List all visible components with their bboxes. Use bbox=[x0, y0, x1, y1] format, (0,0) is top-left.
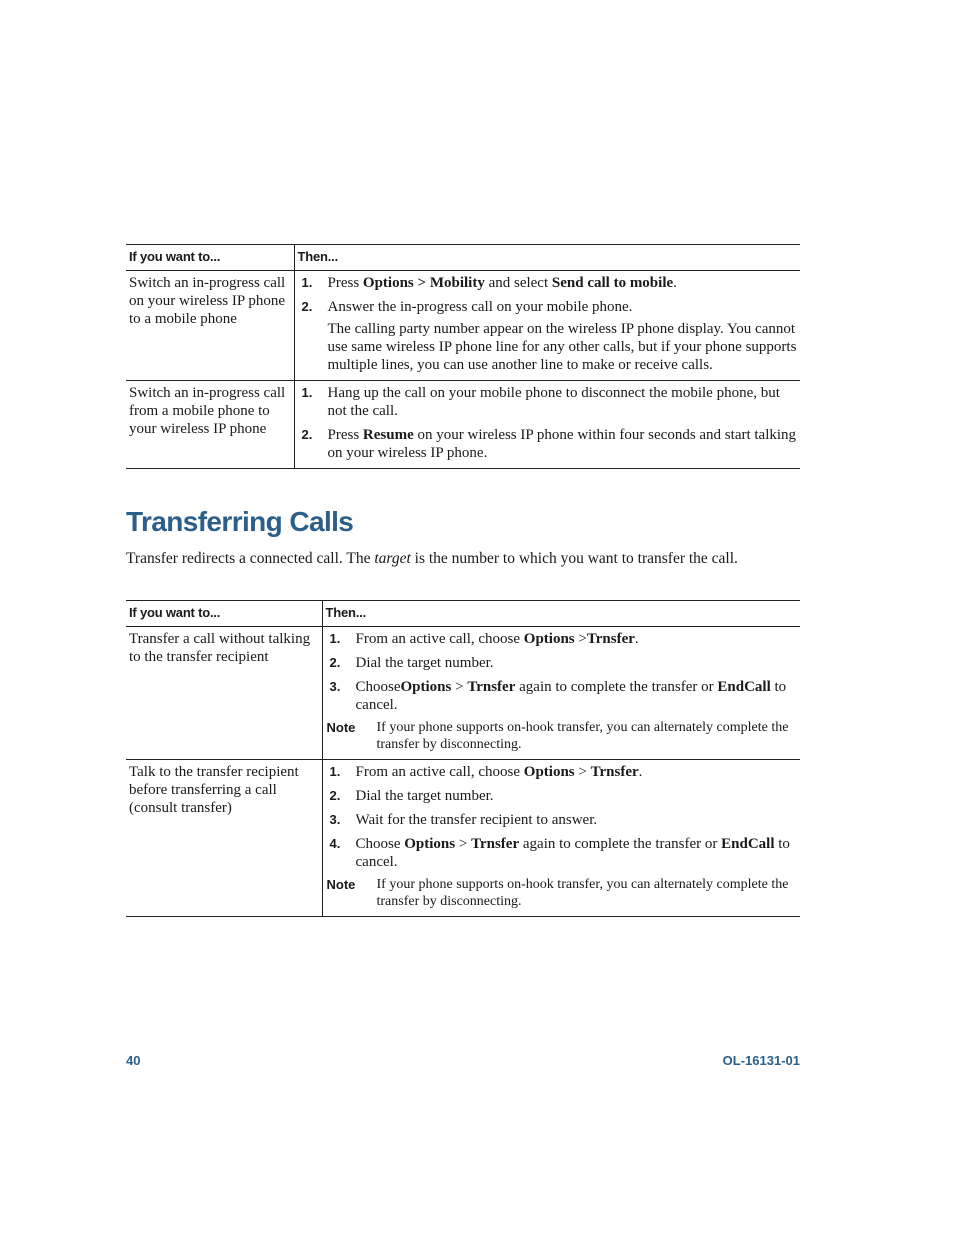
ui-term: EndCall bbox=[717, 679, 771, 695]
text-run: From an active call, choose bbox=[355, 631, 524, 647]
step-detail: The calling party number appear on the wireless IP phone display. You cannot use same wireless IP phone line for any other calls, but if your phone supports multiple lines, you can use another line to make or receive calls. bbox=[327, 321, 797, 373]
ui-term: Trnsfer bbox=[471, 836, 520, 852]
step-item bbox=[298, 384, 798, 420]
column-header-then: Then... bbox=[322, 601, 800, 627]
text-run: > bbox=[574, 631, 587, 647]
step-number: 3. bbox=[329, 812, 341, 827]
text-run: Choose bbox=[355, 679, 401, 695]
step-number: 2. bbox=[301, 299, 313, 314]
step-item bbox=[326, 787, 798, 805]
text-run: is the number to which you want to transfer the call. bbox=[410, 550, 738, 567]
row-goal: Switch an in-progress call from a mobile phone to your wireless IP phone bbox=[126, 381, 294, 469]
transfer-table bbox=[126, 600, 800, 917]
table-row bbox=[126, 271, 800, 381]
section-title: Transferring Calls bbox=[126, 506, 354, 537]
note-text: If your phone supports on-hook transfer, you can alternately complete the transfer by disconnecting. bbox=[376, 720, 789, 752]
step-number: 2. bbox=[301, 427, 313, 442]
text-run: Press bbox=[327, 275, 363, 291]
ui-term: Trnsfer bbox=[586, 631, 635, 647]
step-list bbox=[298, 384, 798, 462]
note-label: Note bbox=[326, 877, 356, 892]
table-row bbox=[126, 627, 800, 760]
text-run: > bbox=[574, 764, 591, 780]
step-list bbox=[326, 630, 798, 714]
emphasis: target bbox=[374, 550, 411, 567]
text-run: again to complete the transfer or bbox=[515, 679, 718, 695]
text-run: to cancel. bbox=[355, 836, 790, 870]
ui-term: EndCall bbox=[721, 836, 775, 852]
step-list bbox=[298, 274, 798, 316]
step-number: 3. bbox=[329, 679, 341, 694]
text-run: to cancel. bbox=[355, 679, 787, 713]
text-run: . bbox=[634, 631, 639, 647]
step-number: 2. bbox=[329, 788, 341, 803]
row-steps bbox=[294, 381, 800, 469]
text-run: Choose bbox=[355, 836, 405, 852]
step-number: 1. bbox=[329, 764, 341, 779]
step-item bbox=[326, 654, 798, 672]
note bbox=[326, 719, 798, 753]
ui-term: Options > Mobility bbox=[362, 275, 485, 291]
column-header-want: If you want to... bbox=[126, 601, 322, 627]
document-id: OL-16131-01 bbox=[722, 1053, 800, 1068]
page-number: 40 bbox=[126, 1053, 141, 1068]
text-run: > bbox=[451, 679, 468, 695]
text-run: again to complete the transfer or bbox=[519, 836, 722, 852]
table-header-row bbox=[126, 601, 800, 627]
text-run: . bbox=[673, 275, 677, 291]
step-text bbox=[356, 763, 798, 781]
step-text bbox=[356, 678, 798, 714]
step-list bbox=[326, 763, 798, 871]
step-text: Hang up the call on your mobile phone to disconnect the mobile phone, but not the call. bbox=[327, 385, 780, 419]
note-label: Note bbox=[326, 720, 356, 735]
text-run: on your wireless IP phone within four seconds and start talking on your wireless IP phone. bbox=[327, 427, 797, 461]
ui-term: Trnsfer bbox=[467, 679, 516, 695]
ui-term: Options bbox=[404, 836, 456, 852]
table-row bbox=[126, 760, 800, 917]
step-number: 4. bbox=[329, 836, 341, 851]
step-item bbox=[298, 298, 798, 316]
step-text bbox=[356, 630, 798, 648]
column-header-then: Then... bbox=[294, 245, 800, 271]
step-item bbox=[298, 274, 798, 292]
ui-term: Options bbox=[523, 631, 575, 647]
step-item bbox=[326, 763, 798, 781]
step-text bbox=[328, 426, 798, 462]
column-header-want: If you want to... bbox=[126, 245, 294, 271]
text-run: Transfer redirects a connected call. The bbox=[126, 550, 375, 567]
step-item bbox=[326, 811, 798, 829]
text-run: and select bbox=[484, 275, 552, 291]
step-text: Dial the target number. bbox=[355, 655, 494, 671]
note bbox=[326, 876, 798, 910]
text-run: From an active call, choose bbox=[355, 764, 524, 780]
step-number: 2. bbox=[329, 655, 341, 670]
step-number: 1. bbox=[329, 631, 341, 646]
mobility-table bbox=[126, 244, 800, 469]
table-row bbox=[126, 381, 800, 469]
ui-term: Resume bbox=[362, 427, 414, 443]
step-item bbox=[326, 835, 798, 871]
row-goal: Switch an in-progress call on your wireless IP phone to a mobile phone bbox=[126, 271, 294, 381]
row-steps bbox=[294, 271, 800, 381]
ui-term: Trnsfer bbox=[590, 764, 639, 780]
step-item bbox=[326, 630, 798, 648]
step-item bbox=[326, 678, 798, 714]
step-text bbox=[356, 835, 798, 871]
step-number: 1. bbox=[301, 275, 313, 290]
text-run: > bbox=[455, 836, 472, 852]
step-text: Answer the in-progress call on your mobile phone. bbox=[327, 299, 633, 315]
text-run: . bbox=[638, 764, 643, 780]
step-item bbox=[298, 426, 798, 462]
section-intro bbox=[126, 550, 826, 568]
step-text: Dial the target number. bbox=[355, 788, 494, 804]
text-run: Press bbox=[327, 427, 363, 443]
row-goal: Transfer a call without talking to the transfer recipient bbox=[126, 627, 322, 760]
ui-term: Send call to mobile bbox=[551, 275, 674, 291]
row-steps bbox=[322, 760, 800, 917]
table-header-row bbox=[126, 245, 800, 271]
row-steps bbox=[322, 627, 800, 760]
ui-term: Options bbox=[400, 679, 452, 695]
note-text: If your phone supports on-hook transfer, you can alternately complete the transfer by disconnecting. bbox=[376, 877, 789, 909]
step-number: 1. bbox=[301, 385, 313, 400]
step-text bbox=[328, 274, 798, 292]
ui-term: Options bbox=[523, 764, 575, 780]
row-goal: Talk to the transfer recipient before transferring a call (consult transfer) bbox=[126, 760, 322, 917]
step-text: Wait for the transfer recipient to answer. bbox=[355, 812, 598, 828]
